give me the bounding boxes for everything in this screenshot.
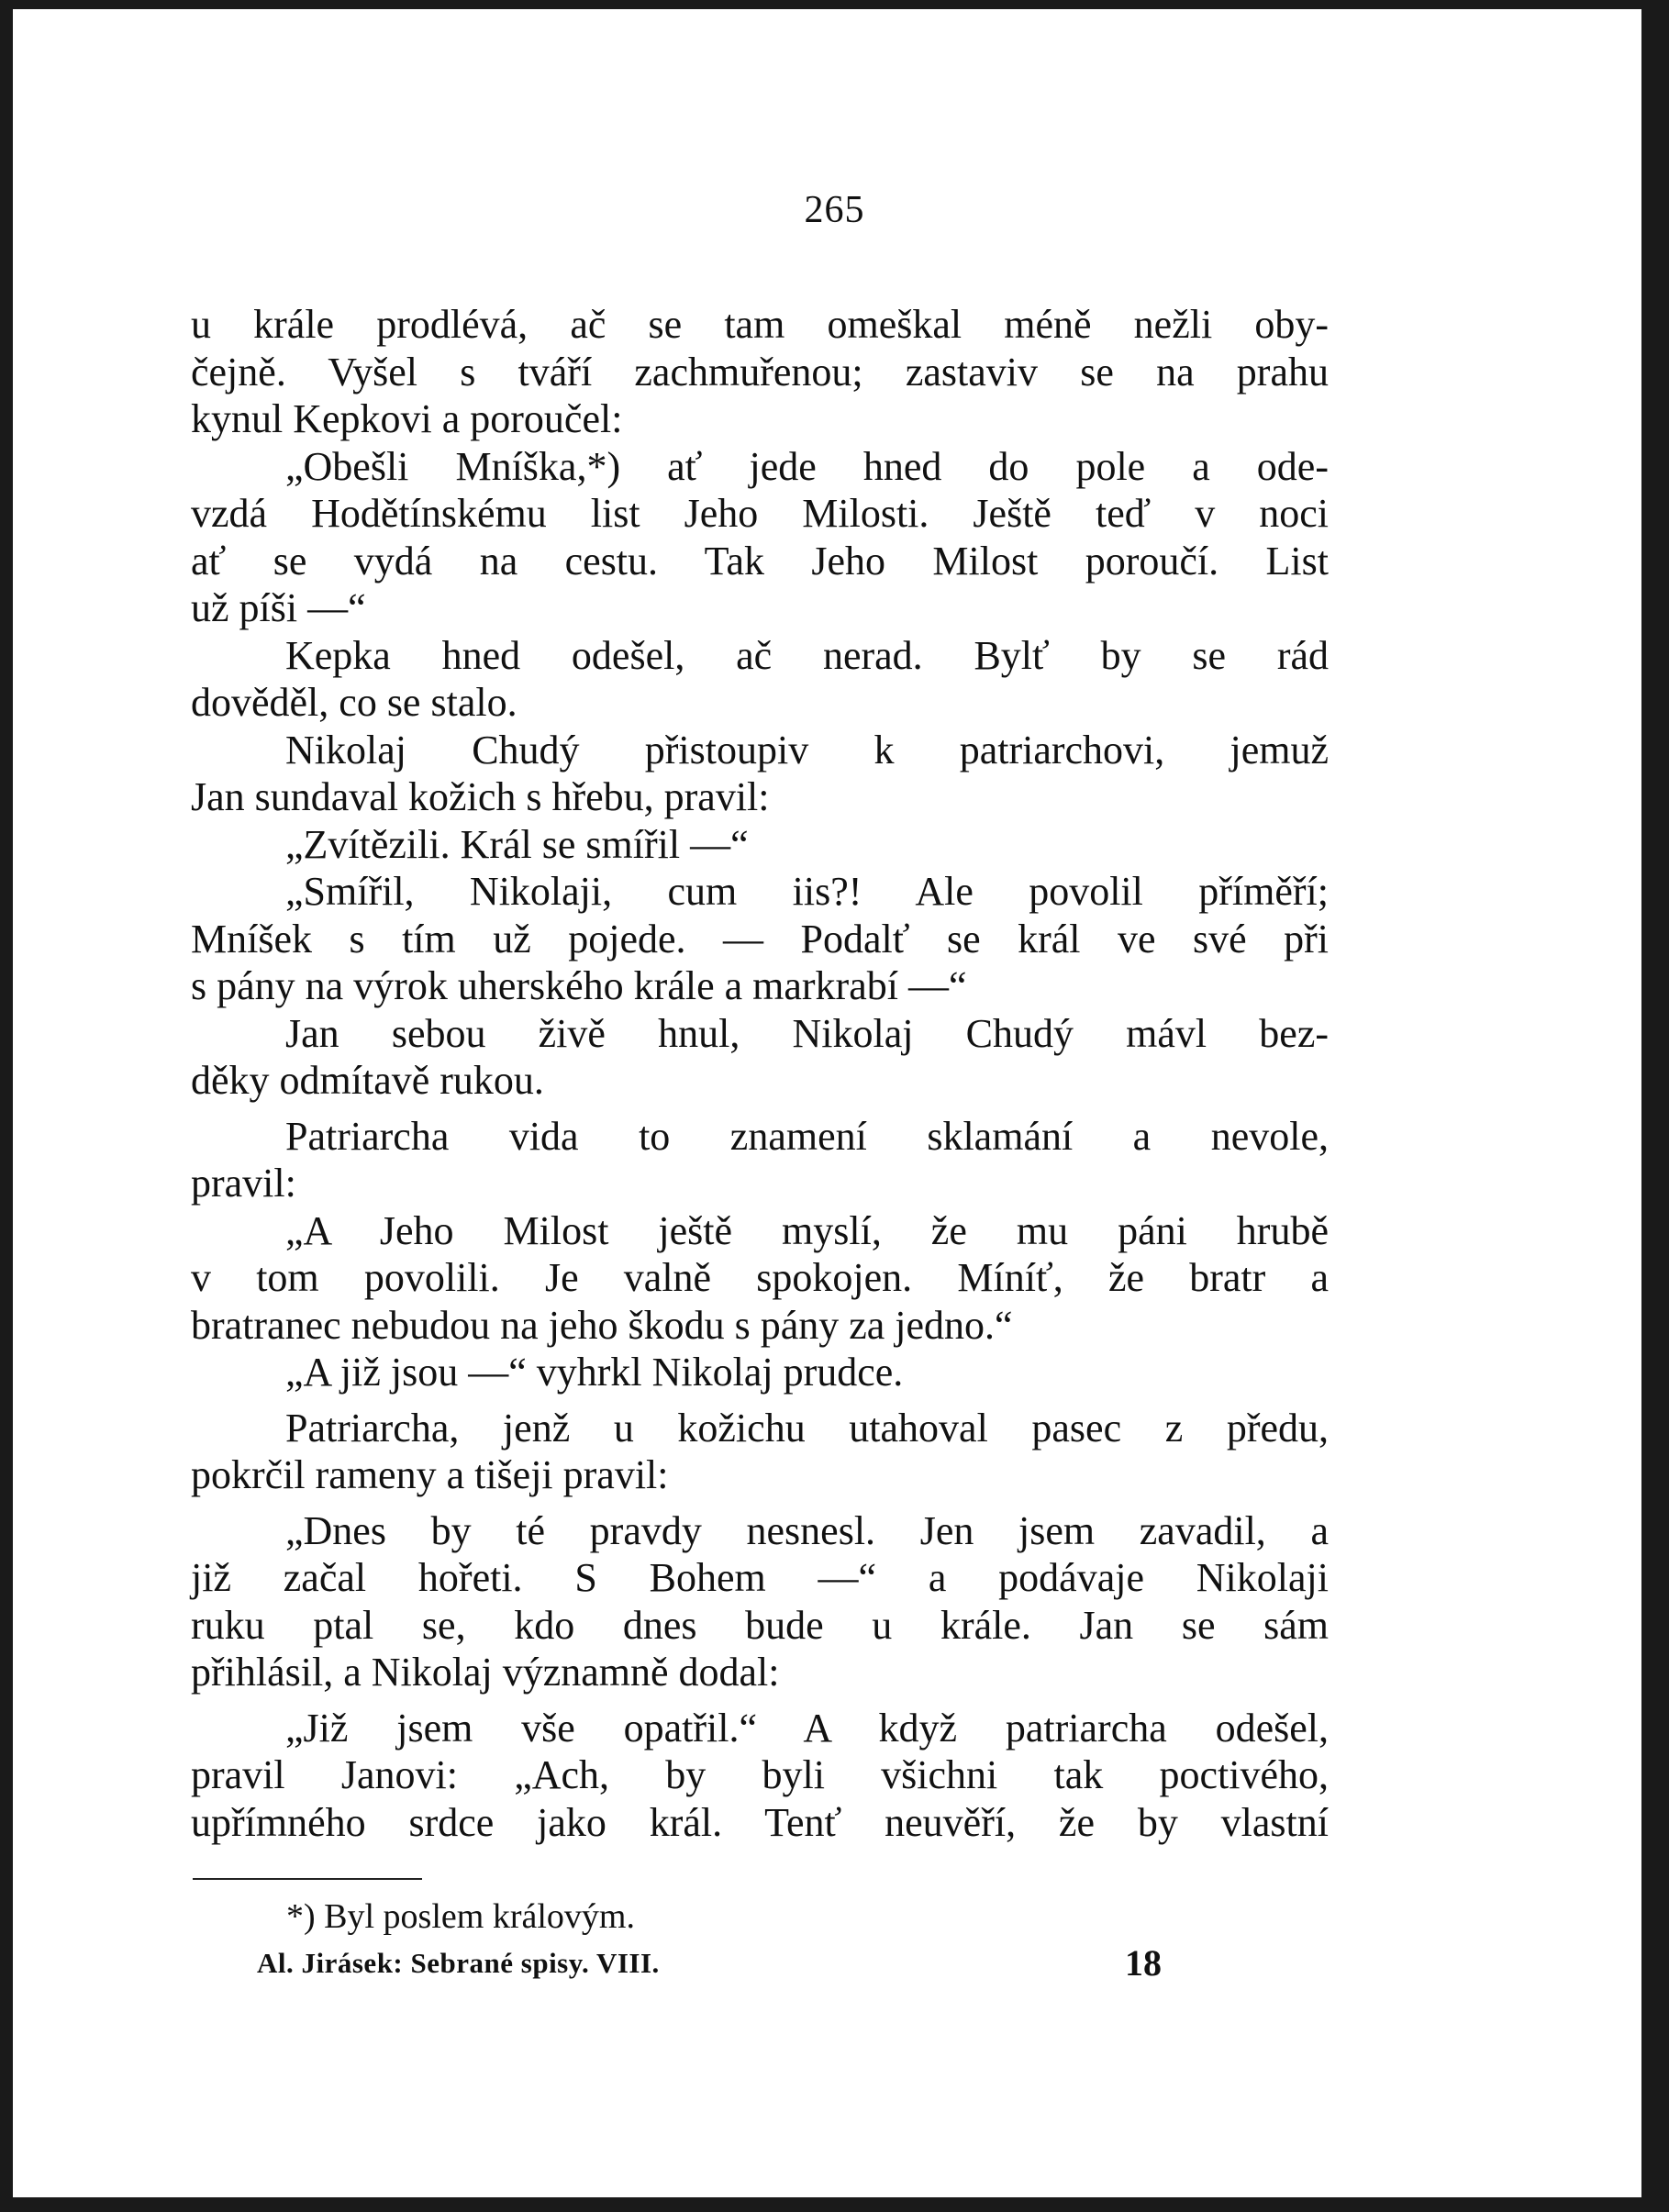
scan-border-right [1641,0,1669,2212]
text-line: „Již jsem vše opatřil.“ A když patriarcha odešel, [285,1705,1329,1751]
signature-mark: 18 [1125,1942,1162,1984]
text-line: kynul Kepkovi a poroučel: [191,396,623,441]
text-line: v tom povolili. Je valně spokojen. Míníť, že bratr a [191,1255,1329,1300]
text-line: upřímného srdce jako král. Tenť neuvěří, že by vlastní [191,1799,1329,1845]
scan-border-bottom [0,2197,1669,2212]
text-line: děky odmítavě rukou. [191,1058,544,1103]
text-line: přihlásil, a Nikolaj významně dodal: [191,1650,780,1695]
text-line: bratranec nebudou na jeho škodu s pány za jedno.“ [191,1302,1013,1348]
text-line: pravil Janovi: „Ach, by byli všichni tak poctivého, [191,1752,1329,1797]
paragraph-gap [191,1499,1329,1507]
text-line: s pány na výrok uherského krále a markrabí —“ [191,963,967,1008]
text-line: Nikolaj Chudý přistoupiv k patriarchovi, jemuž [285,727,1329,773]
scan-border-top [0,0,1669,9]
text-line: pokrčil rameny a tišeji pravil: [191,1452,669,1497]
text-line: již začal hořeti. S Bohem —“ a podávaje Nikolaji [191,1555,1329,1600]
text-line: „Smířil, Nikolaji, cum iis?! Ale povolil příměří; [285,869,1329,914]
text-line: „Zvítězili. Král se smířil —“ [285,821,749,867]
paragraph-gap [191,1396,1329,1405]
text-line: už píši —“ [191,585,366,630]
text-line: ať se vydá na cestu. Tak Jeho Milost poroučí. List [191,538,1329,584]
text-line: vzdá Hodětínskému list Jeho Milosti. Ještě teď v noci [191,491,1329,536]
text-line: Jan sebou živě hnul, Nikolaj Chudý mávl bez- [285,1010,1329,1056]
page-number: 265 [804,189,865,231]
paragraph-gap [191,1105,1329,1113]
footnote-rule [193,1878,422,1880]
signature-line: Al. Jirásek: Sebrané spisy. VIII. [257,1947,660,1979]
text-line: čejně. Vyšel s tváří zachmuřenou; zastaviv se na prahu [191,349,1329,395]
body-text [191,301,1329,1846]
paragraph-gap [191,1696,1329,1705]
text-line: „Obešli Mníška,*) ať jede hned do pole a ode- [285,443,1329,489]
text-line: „A již jsou —“ vyhrkl Nikolaj prudce. [285,1350,904,1395]
text-line: „A Jeho Milost ještě myslí, že mu páni hrubě [285,1207,1329,1253]
text-line: pravil: [191,1161,296,1206]
text-line: Patriarcha, jenž u kožichu utahoval pasec z předu, [285,1405,1329,1451]
text-line: Kepka hned odešel, ač nerad. Bylť by se rád [285,632,1329,678]
text-line: Mníšek s tím už pojede. — Podalť se král ve své při [191,916,1329,961]
text-line: Patriarcha vida to znamení sklamání a nevole, [285,1113,1329,1159]
text-line: ruku ptal se, kdo dnes bude u krále. Jan se sám [191,1602,1329,1648]
footnote: *) Byl poslem královým. [286,1897,635,1936]
text-line: Jan sundaval kožich s hřebu, pravil: [191,774,770,819]
text-line: u krále prodlévá, ač se tam omeškal méně nežli oby- [191,302,1329,347]
scan-border-left [0,0,13,2212]
text-line: „Dnes by té pravdy nesnesl. Jen jsem zavadil, a [285,1507,1329,1553]
text-line: dověděl, co se stalo. [191,680,517,725]
